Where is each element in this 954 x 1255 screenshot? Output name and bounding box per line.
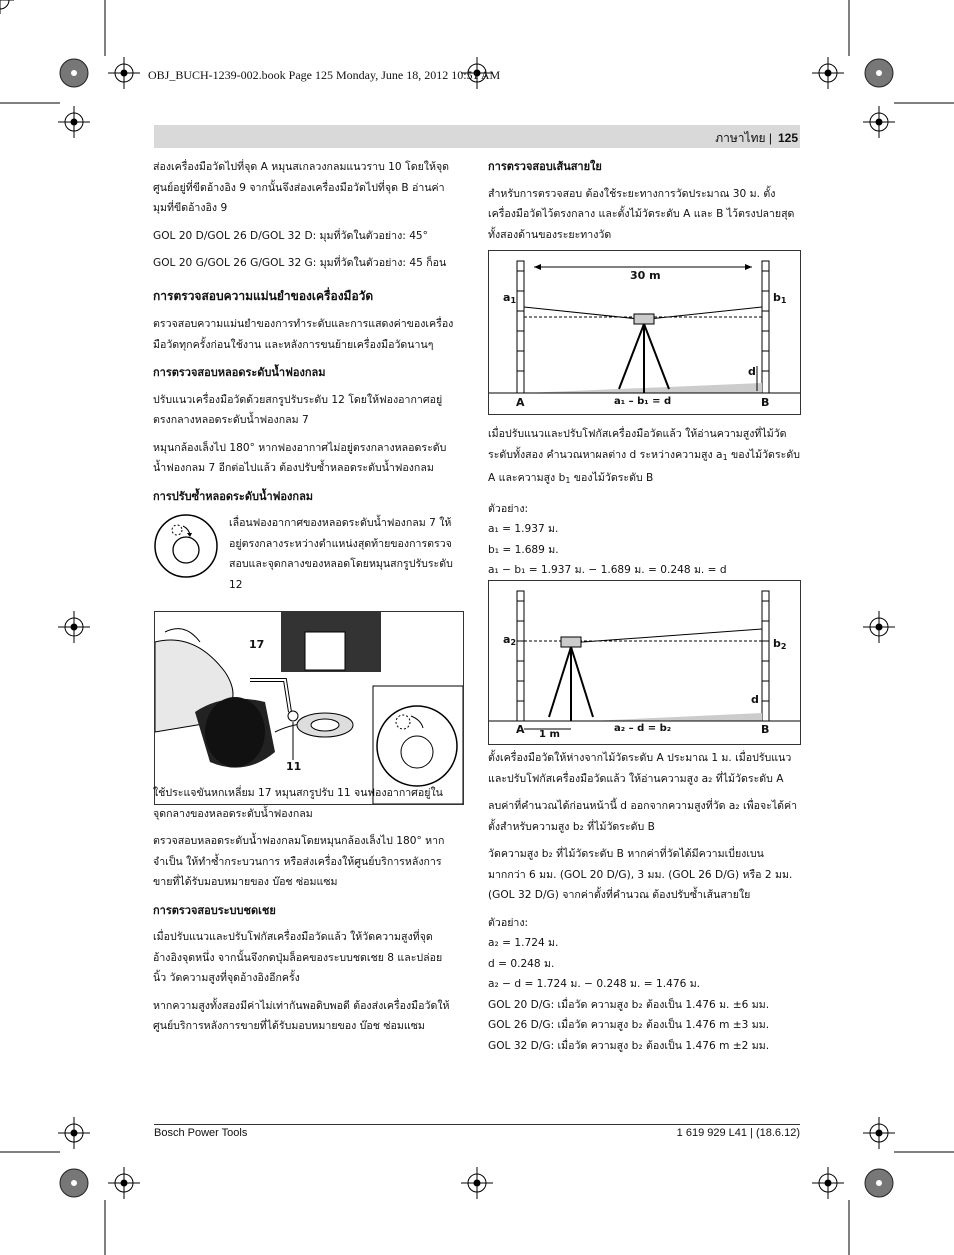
example-line: GOL 32 D/G: เมื่อวัด ความสูง b₂ ต้องเป็น 1.476 m ±2 มม.: [488, 1039, 770, 1052]
subsection-heading: การตรวจสอบเส้นสายใย: [488, 160, 602, 173]
left-column-lower: [153, 783, 455, 1044]
paragraph: GOL 20 G/GOL 26 G/GOL 32 G: มุมที่วัดในตัวอย่าง: 45 ก็อน: [153, 257, 447, 269]
distance-label: 30 m: [630, 269, 661, 282]
figure-2-drawing: [489, 581, 800, 744]
subscript: 1: [780, 296, 787, 305]
label-a: a: [503, 633, 511, 646]
bubble-instruction: [153, 513, 455, 595]
header-bar: [154, 125, 800, 148]
adjustment-illustration: [155, 612, 463, 804]
subscript: 1: [722, 452, 728, 462]
page-header: [715, 129, 798, 148]
label-A: A: [516, 396, 525, 409]
example-label: ตัวอย่าง:: [488, 502, 529, 515]
formula: a₁ – b₁ = d: [614, 396, 672, 407]
bubble-level-icon: [153, 513, 219, 579]
subsection-heading: การตรวจสอบหลอดระดับน้ำฟองกลม: [153, 366, 326, 379]
paragraph: ปรับแนวเครื่องมือวัดด้วยสกรูปรับระดับ 12 โดยให้ฟองอากาศอยู่ตรงกลางหลอดระดับน้ำฟองกลม 7: [153, 393, 443, 426]
label-b2: [773, 637, 786, 651]
header-section: ภาษาไทย |: [715, 131, 772, 145]
text: ของไม้วัดระดับ B: [570, 472, 654, 484]
label-B: B: [761, 723, 770, 736]
example-line: b₁ = 1.689 ม.: [488, 543, 559, 556]
example-label: ตัวอย่าง:: [488, 916, 529, 929]
label-a1: [503, 291, 516, 305]
subsection-heading: การปรับซ้ำหลอดระดับน้ำฟองกลม: [153, 489, 314, 503]
paragraph: GOL 20 D/GOL 26 D/GOL 32 D: มุมที่วัดในตัวอย่าง: 45°: [153, 229, 428, 242]
label-d: d: [748, 365, 756, 378]
reticle-test-figure-1: [488, 250, 801, 415]
paragraph: วัดความสูง b₂ ที่ไม้วัดระดับ B หากค่าที่วัดได้มีความเบี่ยงเบนมากกว่า 6 มม. (GOL 20 D/G), 3 มม. (GOL 26 D/G) หรือ 2 มม. (GOL 32 D/G) จากค่าตั้งที่คำนวณ ต้องปรับซ้ำเส้นสายใย: [488, 848, 793, 901]
paragraph: ตรวจสอบหลอดระดับน้ำฟองกลมโดยหมุนกล้องเล็งไป 180° หากจำเป็น ให้ทำซ้ำกระบวนการ หรือส่งเครื่องให้ศูนย์บริการหลังการขายที่ได้รับมอบหมายของ บ๊อช ซ่อมแซม: [153, 835, 445, 888]
paragraph: ใช้ประแจขันหกเหลี่ยม 17 หมุนสกรูปรับ 11 จนฟองอากาศอยู่ในจุดกลางของหลอดระดับน้ำฟองกลม: [153, 787, 443, 820]
text: ของไม้วัดระดับ A และความสูง b: [488, 448, 800, 484]
paragraph: [488, 424, 800, 492]
subscript: 1: [565, 476, 571, 485]
book-slug: OBJ_BUCH-1239-002.book Page 125 Monday, June 18, 2012 10:51 AM: [148, 68, 501, 82]
reticle-test-figure-2: [488, 580, 801, 745]
text: เมื่อปรับแนวและปรับโฟกัสเครื่องมือวัดแล้ว ให้อ่านความสูงที่ไม้วัดระดับทั้งสอง คำนวณหาผลต่าง d ระหว่างความสูง a: [488, 428, 787, 461]
formula: a₂ – d = b₂: [614, 723, 672, 734]
label-B: B: [761, 396, 770, 409]
label-d: d: [751, 693, 759, 706]
example-line: GOL 26 D/G: เมื่อวัด ความสูง b₂ ต้องเป็น 1.476 m ±3 มม.: [488, 1019, 770, 1031]
right-column: [488, 157, 800, 252]
paragraph: ตั้งเครื่องมือวัดให้ห่างจากไม้วัดระดับ A ประมาณ 1 ม. เมื่อปรับแนวและปรับโฟกัสเครื่องมือวัดแล้ว ให้อ่านความสูง a₂ ที่ไม้วัดระดับ A: [488, 752, 792, 785]
label-a: a: [503, 291, 511, 304]
example-line: GOL 20 D/G: เมื่อวัด ความสูง b₂ ต้องเป็น 1.476 ม. ±6 มม.: [488, 998, 770, 1011]
distance-label: 1 m: [539, 729, 560, 740]
paragraph: สำหรับการตรวจสอบ ต้องใช้ระยะทางการวัดประมาณ 30 ม. ตั้งเครื่องมือวัดไว้ตรงกลาง และตั้งไม้วัดระดับ A และ B ไว้ตรงปลายสุดทั้งสองด้านของระยะทางวัด: [488, 187, 795, 241]
figure-label-11: 11: [286, 760, 302, 773]
label-b: b: [773, 637, 781, 650]
subscript: 2: [780, 642, 787, 651]
example-line: a₂ = 1.724 ม.: [488, 937, 559, 949]
paragraph: ส่องเครื่องมือวัดไปที่จุด A หมุนสเกลวงกลมแนวราบ 10 โดยให้จุดศูนย์อยู่ที่ขีดอ้างอิง 9 จากนั้นจึงส่องเครื่องมือวัดไปที่จุด B อ่านค่ามุมที่ขีดอ้างอิง 9: [153, 161, 450, 214]
example-line: a₁ = 1.937 ม.: [488, 523, 559, 535]
right-column-mid: [488, 424, 800, 581]
right-column-lower: [488, 748, 800, 1056]
label-A: A: [516, 723, 525, 736]
page-number: 125: [777, 131, 798, 145]
section-heading: การตรวจสอบความแม่นยำของเครื่องมือวัด: [153, 288, 374, 303]
example-line: d = 0.248 ม.: [488, 957, 555, 970]
subscript: 1: [510, 296, 517, 305]
paragraph: ลบค่าที่คำนวณได้ก่อนหน้านี้ d ออกจากความสูงที่วัด a₂ เพื่อจะได้ค่าตั้งสำหรับความสูง b₂ ที่ไม้วัดระดับ B: [488, 800, 798, 833]
paragraph: หมุนกล้องเล็งไป 180° หากฟองอากาศไม่อยู่ตรงกลางหลอดระดับน้ำฟองกลม 7 อีกต่อไปแล้ว ต้องปรับซ้ำหลอดระดับน้ำฟองกลม: [153, 441, 447, 474]
example-line: a₁ − b₁ = 1.937 ม. − 1.689 ม. = 0.248 ม. = d: [488, 564, 727, 576]
paragraph: เมื่อปรับแนวและปรับโฟกัสเครื่องมือวัดแล้ว ให้วัดความสูงที่จุดอ้างอิงจุดหนึ่ง จากนั้นจึงกดปุ่มล็อคของระบบชดเชย 8 และปล่อยนิ้ว วัดความสูงที่จุดอ้างอิงอีกครั้ง: [153, 931, 443, 984]
label-a2: [503, 633, 516, 647]
label-b: b: [773, 291, 781, 304]
paragraph: เลื่อนฟองอากาศของหลอดระดับน้ำฟองกลม 7 ให้อยู่ตรงกลางระหว่างตำแหน่งสุดท้ายของการตรวจสอบและจุดกลางของหลอดโดยหมุนสกรูปรับระดับ 12: [229, 517, 453, 591]
subscript: 2: [510, 638, 517, 647]
figure-label-17: 17: [249, 638, 265, 651]
page-footer: [154, 1124, 800, 1139]
example-line: a₂ − d = 1.724 ม. − 0.248 ม. = 1.476 ม.: [488, 978, 701, 990]
paragraph: หากความสูงทั้งสองมีค่าไม่เท่ากันพอดิบพอดี ต้องส่งเครื่องมือวัดให้ศูนย์บริการหลังการขายที่ได้รับมอบหมายของ บ๊อช ซ่อมแซม: [153, 999, 450, 1032]
adjustment-figure: [154, 611, 464, 805]
paragraph: ตรวจสอบความแม่นยำของการทำระดับและการแสดงค่าของเครื่องมือวัดทุกครั้งก่อนใช้งาน และหลังการขนย้ายเครื่องมือวัดนานๆ: [153, 318, 454, 351]
left-column: [153, 157, 455, 595]
label-b1: [773, 291, 786, 305]
footer-publisher: Bosch Power Tools: [154, 1127, 248, 1139]
subsection-heading: การตรวจสอบระบบชดเชย: [153, 903, 276, 917]
footer-docnumber: 1 619 929 L41 | (18.6.12): [676, 1127, 800, 1139]
